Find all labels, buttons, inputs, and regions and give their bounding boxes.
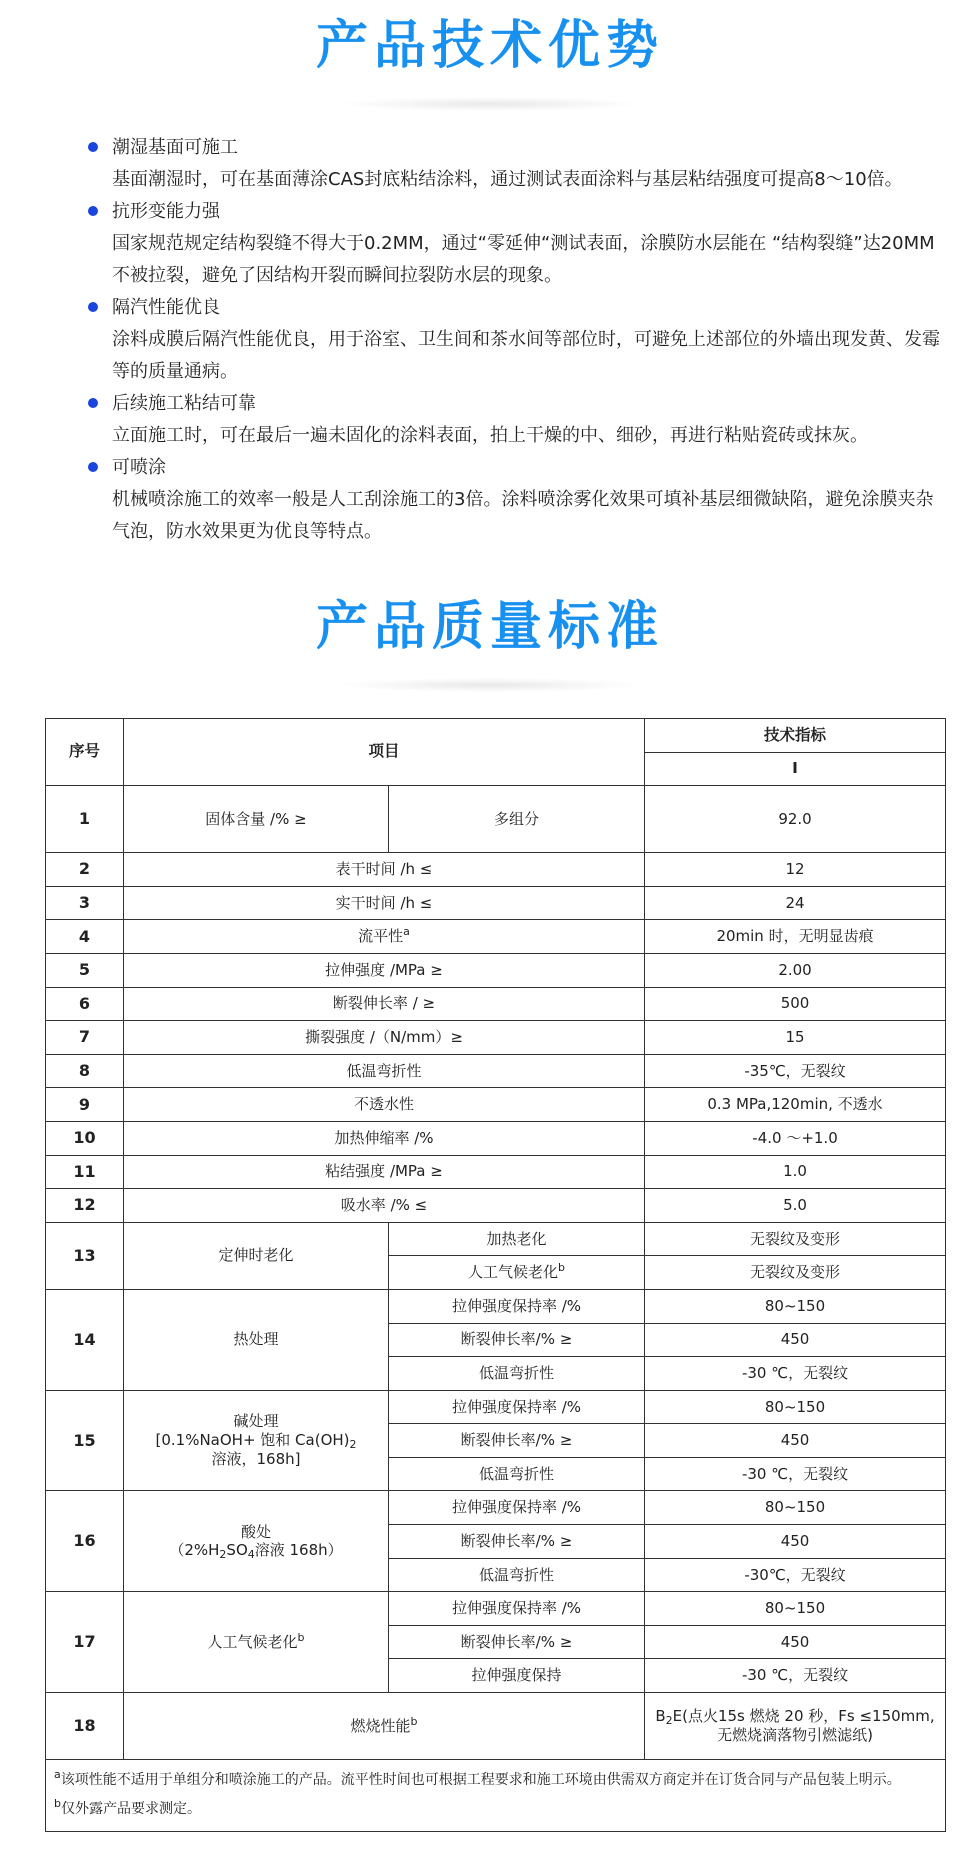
- row-subitem: 断裂伸长率/% ≥: [389, 1323, 645, 1357]
- row-value: 500: [645, 987, 946, 1021]
- header-item: 项目: [124, 719, 645, 786]
- header-no: 序号: [46, 719, 124, 786]
- row-value: 80~150: [645, 1491, 946, 1525]
- subscript: 4: [247, 1548, 255, 1562]
- row-value: 450: [645, 1323, 946, 1357]
- row-no: 8: [46, 1054, 124, 1088]
- advantage-description: 机械喷涂施工的效率一般是人工刮涂施工的3倍。涂料喷涂雾化效果可填补基层细微缺陷，避免涂膜夹杂气泡，防水效果更为优良等特点。: [112, 489, 934, 542]
- advantage-heading: 抗形变能力强: [112, 201, 220, 222]
- header-spec: 技术指标: [645, 719, 946, 753]
- title-shadow: [340, 97, 640, 111]
- table-row: [46, 1121, 946, 1155]
- row-item: 拉伸强度 /MPa ≥: [124, 953, 645, 987]
- table-row: [46, 1222, 946, 1256]
- row-item: [124, 1390, 389, 1491]
- list-item: [88, 292, 948, 388]
- row-no: 12: [46, 1189, 124, 1223]
- advantage-heading: 可喷涂: [112, 457, 166, 478]
- row-item: 吸水率 /% ≤: [124, 1189, 645, 1223]
- row-subitem: 拉伸强度保持率 /%: [389, 1592, 645, 1626]
- table-row: [46, 853, 946, 887]
- row-value: -30℃，无裂纹: [645, 1558, 946, 1592]
- table-row: [46, 1289, 946, 1323]
- footnote-mark: b: [558, 1261, 565, 1275]
- table-header-row: [46, 719, 946, 753]
- row-item: 热处理: [124, 1289, 389, 1390]
- subscript: 2: [349, 1438, 357, 1452]
- row-value: -30 ℃，无裂纹: [645, 1357, 946, 1391]
- row-item: 低温弯折性: [124, 1054, 645, 1088]
- row-no: 15: [46, 1390, 124, 1491]
- footnote-mark: b: [297, 1630, 305, 1644]
- advantage-heading: 潮湿基面可施工: [112, 137, 238, 158]
- row-no: 3: [46, 886, 124, 920]
- row-subitem: 低温弯折性: [389, 1357, 645, 1391]
- row-subitem: [389, 1256, 645, 1290]
- list-item: [88, 132, 948, 196]
- row-value: [645, 1693, 946, 1760]
- table-row: [46, 920, 946, 954]
- row-value: 80~150: [645, 1592, 946, 1626]
- row-item: [124, 1693, 645, 1760]
- note-text: 仅外露产品要求测定。: [60, 1801, 201, 1818]
- value-text: B: [655, 1707, 666, 1726]
- item-line: 碱处理: [233, 1412, 279, 1431]
- row-item: [124, 920, 645, 954]
- note-text: 该项性能不适用于单组分和喷涂施工的产品。流平性时间也可根据工程要求和施工环境由供需双方商定并在订货合同与产品包装上明示。: [60, 1772, 901, 1789]
- table-row: [46, 1491, 946, 1525]
- list-item: [88, 196, 948, 292]
- subscript: 2: [219, 1548, 227, 1562]
- table-row: [46, 1054, 946, 1088]
- row-no: 2: [46, 853, 124, 887]
- row-item: 固体含量 /% ≥: [124, 786, 389, 853]
- row-subitem: 断裂伸长率/% ≥: [389, 1525, 645, 1559]
- row-value: 80~150: [645, 1289, 946, 1323]
- row-item: 粘结强度 /MPa ≥: [124, 1155, 645, 1189]
- row-no: 5: [46, 953, 124, 987]
- row-item: 实干时间 /h ≤: [124, 886, 645, 920]
- row-no: 13: [46, 1222, 124, 1289]
- table-notes: [46, 1760, 946, 1832]
- row-value: 24: [645, 886, 946, 920]
- table-row: [46, 1592, 946, 1626]
- footnote-mark: b: [54, 1797, 61, 1811]
- bullet-icon: [88, 206, 98, 216]
- row-value: -30 ℃，无裂纹: [645, 1659, 946, 1693]
- table-row: [46, 786, 946, 853]
- table-row: [46, 1189, 946, 1223]
- value-line: [649, 1707, 941, 1726]
- row-no: 1: [46, 786, 124, 853]
- row-value: 92.0: [645, 786, 946, 853]
- row-subitem: 拉伸强度保持: [389, 1659, 645, 1693]
- row-item: 不透水性: [124, 1088, 645, 1122]
- table-row: [46, 953, 946, 987]
- item-text: 人工气候老化: [207, 1632, 298, 1651]
- table-row: [46, 1390, 946, 1424]
- quality-standard-table: [45, 718, 946, 1832]
- header-grade: I: [645, 752, 946, 786]
- row-no: 6: [46, 987, 124, 1021]
- row-no: 10: [46, 1121, 124, 1155]
- subitem-text: 人工气候老化: [468, 1263, 559, 1282]
- row-item: 加热伸缩率 /%: [124, 1121, 645, 1155]
- item-line: [128, 1431, 384, 1450]
- item-text: SO: [226, 1541, 248, 1560]
- row-no: 9: [46, 1088, 124, 1122]
- row-item: [124, 1491, 389, 1592]
- bullet-icon: [88, 462, 98, 472]
- table-notes-row: [46, 1760, 946, 1832]
- row-value: 15: [645, 1021, 946, 1055]
- item-text: 燃烧性能: [350, 1716, 411, 1735]
- bullet-icon: [88, 142, 98, 152]
- item-text: [0.1%NaOH+ 饱和 Ca(OH): [155, 1431, 350, 1450]
- bullet-icon: [88, 398, 98, 408]
- note-a: [54, 1766, 937, 1795]
- advantage-description: 涂料成膜后隔汽性能优良，用于浴室、卫生间和茶水间等部位时，可避免上述部位的外墙出现发黄、发霉等的质量通病。: [112, 329, 940, 382]
- row-item: 撕裂强度 /（N/mm）≥: [124, 1021, 645, 1055]
- row-no: 17: [46, 1592, 124, 1693]
- row-value: 450: [645, 1525, 946, 1559]
- advantage-description: 国家规范规定结构裂缝不得大于0.2MM，通过“零延伸“测试表面，涂膜防水层能在 “结构裂缝”达20MM不被拉裂，避免了因结构开裂而瞬间拉裂防水层的现象。: [112, 233, 935, 286]
- advantage-heading: 后续施工粘结可靠: [112, 393, 256, 414]
- item-text: （2%H: [169, 1541, 220, 1560]
- row-value: -30 ℃，无裂纹: [645, 1457, 946, 1491]
- row-value: -35℃，无裂纹: [645, 1054, 946, 1088]
- row-no: 11: [46, 1155, 124, 1189]
- note-b: [54, 1795, 937, 1824]
- footnote-mark: a: [403, 925, 410, 939]
- table-row: [46, 886, 946, 920]
- row-no: 4: [46, 920, 124, 954]
- item-text: 溶液 168h）: [254, 1541, 343, 1560]
- footnote-mark: a: [54, 1768, 61, 1782]
- row-value: 0.3 MPa,120min, 不透水: [645, 1088, 946, 1122]
- row-item: 定伸时老化: [124, 1222, 389, 1289]
- value-text: E(点火15s 燃烧 20 秒，Fs ≤150mm,: [672, 1707, 935, 1726]
- advantage-description: 立面施工时，可在最后一遍未固化的涂料表面，拍上干燥的中、细砂，再进行粘贴瓷砖或抹灰。: [112, 425, 868, 446]
- row-item: 表干时间 /h ≤: [124, 853, 645, 887]
- advantage-description: 基面潮湿时，可在基面薄涂CAS封底粘结涂料，通过测试表面涂料与基层粘结强度可提高8～10倍。: [112, 169, 903, 190]
- row-subitem: 断裂伸长率/% ≥: [389, 1625, 645, 1659]
- row-no: 16: [46, 1491, 124, 1592]
- advantage-heading: 隔汽性能优良: [112, 297, 220, 318]
- item-line: [128, 1541, 384, 1560]
- subscript: 2: [665, 1714, 673, 1728]
- value-line: 无燃烧滴落物引燃滤纸): [717, 1726, 873, 1745]
- table-row: [46, 1088, 946, 1122]
- row-value: 20min 时，无明显齿痕: [645, 920, 946, 954]
- row-value: 450: [645, 1625, 946, 1659]
- table-row: [46, 1021, 946, 1055]
- row-value: 5.0: [645, 1189, 946, 1223]
- row-value: 80~150: [645, 1390, 946, 1424]
- row-value: 1.0: [645, 1155, 946, 1189]
- footnote-mark: b: [410, 1714, 418, 1728]
- section-title-advantages: 产品技术优势: [315, 16, 664, 76]
- section-title-quality: 产品质量标准: [315, 597, 664, 657]
- row-value: 2.00: [645, 953, 946, 987]
- item-line: 酸处: [240, 1522, 271, 1541]
- list-item: [88, 388, 948, 452]
- table-row: [46, 1155, 946, 1189]
- row-no: 7: [46, 1021, 124, 1055]
- row-subitem: 断裂伸长率/% ≥: [389, 1424, 645, 1458]
- row-item: [124, 1592, 389, 1693]
- row-subitem: 低温弯折性: [389, 1558, 645, 1592]
- row-subitem: 加热老化: [389, 1222, 645, 1256]
- row-value: 12: [645, 853, 946, 887]
- row-item: 断裂伸长率 / ≥: [124, 987, 645, 1021]
- row-subitem: 多组分: [389, 786, 645, 853]
- list-item: [88, 452, 948, 548]
- row-value: -4.0 ～+1.0: [645, 1121, 946, 1155]
- table-row: [46, 1693, 946, 1760]
- item-line: 溶液，168h]: [211, 1449, 301, 1468]
- row-subitem: 拉伸强度保持率 /%: [389, 1289, 645, 1323]
- row-subitem: 拉伸强度保持率 /%: [389, 1491, 645, 1525]
- row-value: 无裂纹及变形: [645, 1256, 946, 1290]
- row-value: 无裂纹及变形: [645, 1222, 946, 1256]
- row-value: 450: [645, 1424, 946, 1458]
- row-no: 18: [46, 1693, 124, 1760]
- title-shadow: [340, 678, 640, 692]
- item-text: 流平性: [358, 927, 404, 946]
- row-subitem: 低温弯折性: [389, 1457, 645, 1491]
- bullet-icon: [88, 302, 98, 312]
- row-no: 14: [46, 1289, 124, 1390]
- row-subitem: 拉伸强度保持率 /%: [389, 1390, 645, 1424]
- table-row: [46, 987, 946, 1021]
- advantages-list: [88, 132, 948, 548]
